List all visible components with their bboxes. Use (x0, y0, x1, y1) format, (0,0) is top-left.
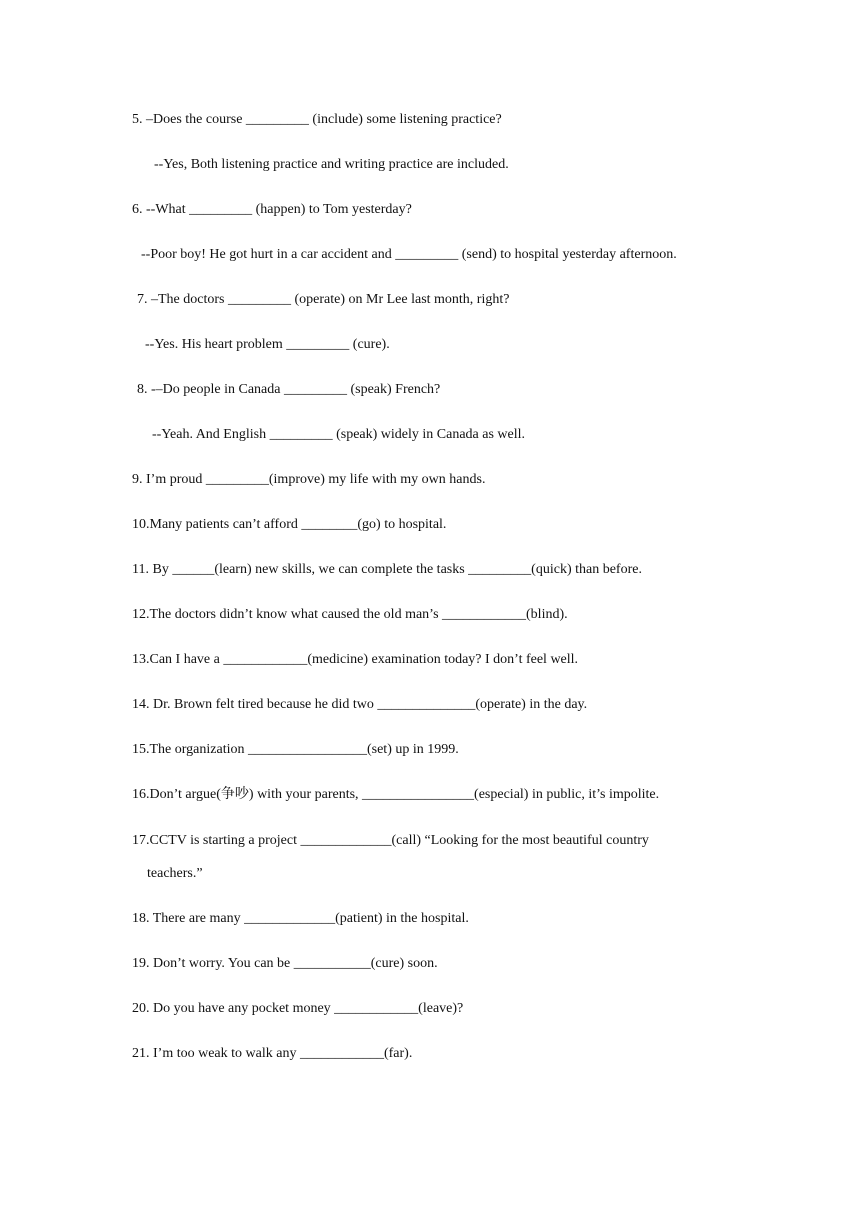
question-18-line: 18. There are many _____________(patient) in the hospital. (132, 911, 469, 926)
question-17-line: 17.CCTV is starting a project _____________(call) “Looking for the most beautiful country (132, 833, 649, 848)
question-9-line: 9. I’m proud _________(improve) my life with my own hands. (132, 472, 486, 487)
question-6-line: 6. --What _________ (happen) to Tom yesterday? (132, 202, 412, 217)
question-14-line: 14. Dr. Brown felt tired because he did two ______________(operate) in the day. (132, 697, 588, 712)
question-11-line: 11. By ______(learn) new skills, we can complete the tasks _________(quick) than before. (132, 562, 642, 577)
question-20-line: 20. Do you have any pocket money ____________(leave)? (132, 1001, 464, 1016)
question-13-line: 13.Can I have a ____________(medicine) examination today? I don’t feel well. (132, 652, 579, 667)
question-19-line: 19. Don’t worry. You can be ___________(cure) soon. (132, 956, 438, 971)
answer-8-line: --Yeah. And English _________ (speak) widely in Canada as well. (152, 427, 526, 442)
answer-5-line: --Yes, Both listening practice and writing practice are included. (154, 157, 509, 172)
question-16-line: 16.Don’t argue(争吵) with your parents, ________________(especial) in public, it’s impolite. (132, 787, 660, 802)
question-7-line: 7. –The doctors _________ (operate) on Mr Lee last month, right? (137, 292, 510, 307)
question-21-line: 21. I’m too weak to walk any ____________(far). (132, 1046, 413, 1061)
question-15-line: 15.The organization _________________(set) up in 1999. (132, 742, 459, 757)
question-17-continuation: teachers.” (147, 866, 203, 881)
answer-7-line: --Yes. His heart problem _________ (cure). (145, 337, 390, 352)
question-12-line: 12.The doctors didn’t know what caused the old man’s ____________(blind). (132, 607, 568, 622)
question-8-line: 8. -–Do people in Canada _________ (speak) French? (137, 382, 441, 397)
answer-6-line: --Poor boy! He got hurt in a car accident and _________ (send) to hospital yesterday afternoon. (141, 247, 677, 262)
question-10-line: 10.Many patients can’t afford ________(go) to hospital. (132, 517, 447, 532)
question-5-line: 5. –Does the course _________ (include) some listening practice? (132, 112, 502, 127)
